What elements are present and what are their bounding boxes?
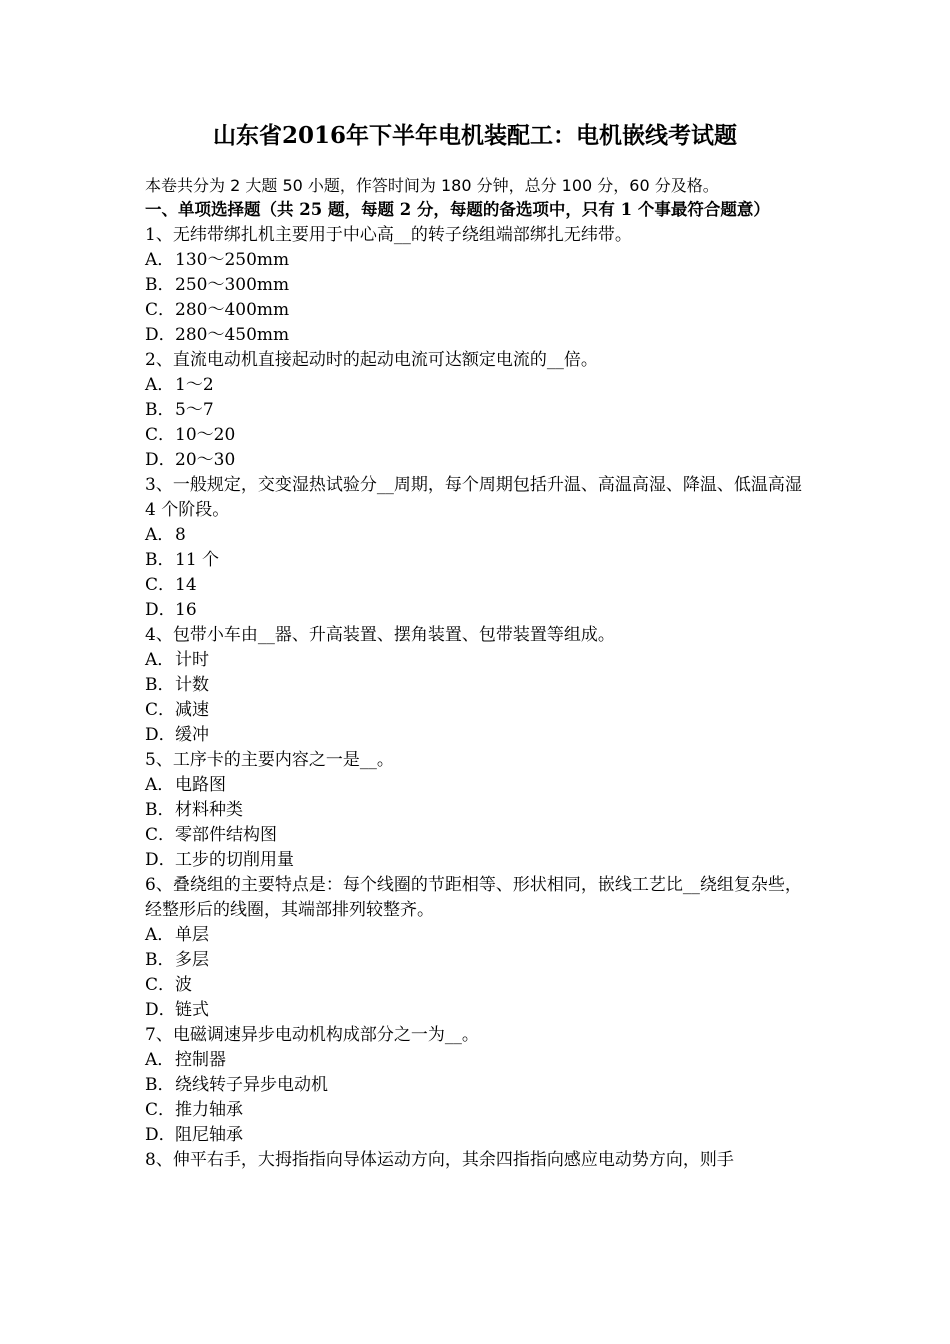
option-letter: D． bbox=[145, 724, 176, 745]
answer-option bbox=[145, 598, 815, 623]
option-letter: C． bbox=[145, 699, 176, 720]
option-letter: D． bbox=[145, 449, 176, 470]
answer-option bbox=[145, 273, 815, 298]
question-item bbox=[145, 223, 815, 348]
question-text: 4、包带小车由__器、升高装置、摆角装置、包带装置等组成。 bbox=[145, 624, 615, 645]
answer-option bbox=[145, 973, 815, 998]
option-letter: A． bbox=[145, 649, 175, 670]
option-text: 工步的切削用量 bbox=[175, 849, 294, 870]
answer-option bbox=[145, 398, 815, 423]
answer-option bbox=[145, 798, 815, 823]
answer-option bbox=[145, 723, 815, 748]
answer-option bbox=[145, 1073, 815, 1098]
answer-option bbox=[145, 573, 815, 598]
option-letter: A． bbox=[145, 249, 175, 270]
question-item bbox=[145, 748, 815, 873]
option-letter: D． bbox=[145, 849, 176, 870]
question-item bbox=[145, 1023, 815, 1148]
option-text: 5～7 bbox=[175, 399, 214, 420]
option-text: 10～20 bbox=[175, 424, 236, 445]
question-text: 6、叠绕组的主要特点是：每个线圈的节距相等、形状相同，嵌线工艺比__绕组复杂些，经整形后的线圈，其端部排列较整齐。 bbox=[145, 874, 802, 920]
option-text: 缓冲 bbox=[175, 724, 209, 745]
option-text: 11 个 bbox=[175, 549, 220, 570]
question-item bbox=[145, 1148, 815, 1173]
option-text: 阻尼轴承 bbox=[175, 1124, 243, 1145]
option-letter: B． bbox=[145, 549, 175, 570]
answer-option bbox=[145, 823, 815, 848]
question-text: 7、电磁调速异步电动机构成部分之一为__。 bbox=[145, 1024, 479, 1045]
option-text: 多层 bbox=[175, 949, 209, 970]
answer-option bbox=[145, 948, 815, 973]
option-text: 计数 bbox=[175, 674, 209, 695]
answer-option bbox=[145, 548, 815, 573]
option-letter: B． bbox=[145, 399, 175, 420]
option-text: 20～30 bbox=[175, 449, 236, 470]
option-letter: B． bbox=[145, 1074, 175, 1095]
answer-option bbox=[145, 323, 815, 348]
answer-option bbox=[145, 648, 815, 673]
option-text: 控制器 bbox=[175, 1049, 226, 1070]
answer-option bbox=[145, 373, 815, 398]
question-text: 8、伸平右手，大拇指指向导体运动方向，其余四指指向感应电动势方向，则手 bbox=[145, 1149, 734, 1170]
question-text: 2、直流电动机直接起动时的起动电流可达额定电流的__倍。 bbox=[145, 349, 598, 370]
option-letter: B． bbox=[145, 674, 175, 695]
option-text: 单层 bbox=[175, 924, 209, 945]
question-item bbox=[145, 623, 815, 748]
answer-option bbox=[145, 1123, 815, 1148]
option-letter: A． bbox=[145, 524, 175, 545]
option-text: 材料种类 bbox=[175, 799, 243, 820]
option-text: 波 bbox=[175, 974, 192, 995]
answer-option bbox=[145, 298, 815, 323]
option-text: 绕线转子异步电动机 bbox=[175, 1074, 328, 1095]
option-text: 14 bbox=[175, 574, 197, 595]
option-text: 280～400mm bbox=[175, 299, 290, 320]
question-item bbox=[145, 473, 815, 623]
option-letter: D． bbox=[145, 324, 176, 345]
option-letter: D． bbox=[145, 999, 176, 1020]
option-letter: B． bbox=[145, 274, 175, 295]
answer-option bbox=[145, 848, 815, 873]
option-letter: B． bbox=[145, 949, 175, 970]
option-text: 零部件结构图 bbox=[175, 824, 277, 845]
option-text: 1～2 bbox=[175, 374, 214, 395]
question-text: 1、无纬带绑扎机主要用于中心高__的转子绕组端部绑扎无纬带。 bbox=[145, 224, 632, 245]
document-title: 山东省2016年下半年电机装配工：电机嵌线考试题 bbox=[212, 122, 737, 149]
document-body bbox=[145, 174, 815, 1173]
question-text: 3、一般规定，交变湿热试验分__周期，每个周期包括升温、高温高湿、降温、低温高湿 4 个阶段。 bbox=[145, 474, 802, 520]
exam-intro: 本卷共分为 2 大题 50 小题，作答时间为 180 分钟，总分 100 分，60 分及格。 bbox=[145, 176, 719, 195]
option-letter: C． bbox=[145, 299, 176, 320]
answer-option bbox=[145, 523, 815, 548]
answer-option bbox=[145, 998, 815, 1023]
option-letter: A． bbox=[145, 1049, 175, 1070]
option-text: 推力轴承 bbox=[175, 1099, 243, 1120]
option-text: 减速 bbox=[175, 699, 209, 720]
answer-option bbox=[145, 673, 815, 698]
question-item bbox=[145, 873, 815, 1023]
option-text: 250～300mm bbox=[175, 274, 290, 295]
answer-option bbox=[145, 448, 815, 473]
answer-option bbox=[145, 773, 815, 798]
option-letter: D． bbox=[145, 599, 176, 620]
answer-option bbox=[145, 698, 815, 723]
option-letter: C． bbox=[145, 824, 176, 845]
option-letter: A． bbox=[145, 924, 175, 945]
option-text: 电路图 bbox=[175, 774, 226, 795]
option-letter: A． bbox=[145, 774, 175, 795]
option-text: 130～250mm bbox=[175, 249, 290, 270]
option-text: 计时 bbox=[175, 649, 209, 670]
option-letter: C． bbox=[145, 574, 176, 595]
question-text: 5、工序卡的主要内容之一是__。 bbox=[145, 749, 394, 770]
question-item bbox=[145, 348, 815, 473]
answer-option bbox=[145, 923, 815, 948]
option-letter: C． bbox=[145, 1099, 176, 1120]
question-list bbox=[145, 223, 815, 1173]
option-text: 16 bbox=[175, 599, 197, 620]
option-text: 8 bbox=[175, 524, 186, 545]
option-text: 链式 bbox=[175, 999, 209, 1020]
answer-option bbox=[145, 1048, 815, 1073]
option-letter: A． bbox=[145, 374, 175, 395]
answer-option bbox=[145, 423, 815, 448]
option-letter: D． bbox=[145, 1124, 176, 1145]
answer-option bbox=[145, 1098, 815, 1123]
option-text: 280～450mm bbox=[175, 324, 290, 345]
option-letter: B． bbox=[145, 799, 175, 820]
option-letter: C． bbox=[145, 424, 176, 445]
answer-option bbox=[145, 248, 815, 273]
section-heading: 一、单项选择题（共 25 题，每题 2 分，每题的备选项中，只有 1 个事最符合题意） bbox=[145, 200, 770, 219]
option-letter: C． bbox=[145, 974, 176, 995]
